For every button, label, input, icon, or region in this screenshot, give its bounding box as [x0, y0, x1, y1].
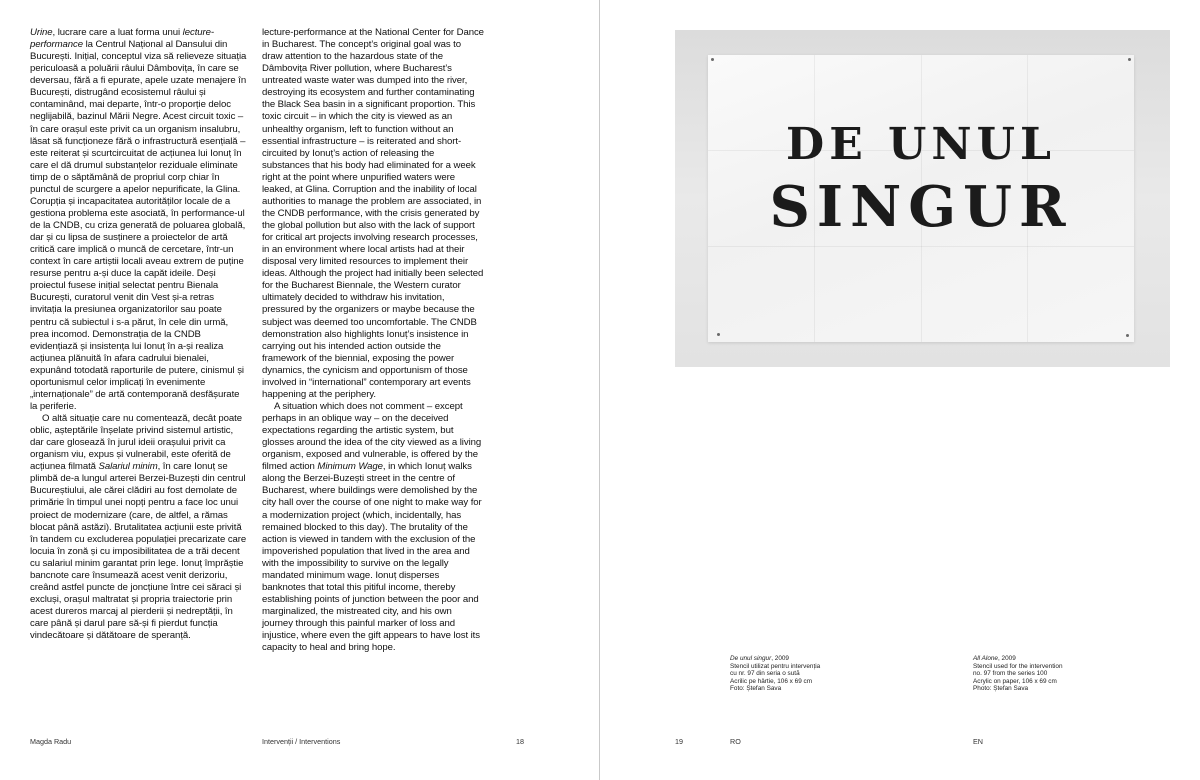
page-number-left: 18	[516, 737, 524, 746]
pin-mark	[717, 333, 720, 336]
ro-paragraph-2	[30, 413, 248, 642]
paper-fold-line	[708, 246, 1134, 247]
en-work-title-minimum-wage: Minimum Wage	[317, 461, 383, 473]
caption-english	[973, 655, 1123, 693]
page-number-right: 19	[675, 737, 683, 746]
en-paragraph-2	[262, 401, 484, 654]
caption-ro-title: De unul singur	[730, 655, 772, 662]
en-p2-text-b: , in which Ionuț walks along the Berzei-Buzești street in the centre of Bucharest, where buildings were demolished by the city hall over the course of one night to make way for a modernization project (which, incidentally, has remained blocked to this day). The brutality of the action is viewed in tandem with the exclusion of the impoverished population that lived in the area and with the impossibility to survive on the legally mandated minimum wage. Ionuț disperses banknotes that total this pitiful income, thereby establishing points of junction between the poor and marginalized, the mistreated city, and his own journey through this painful marker of loss and injustice, where even the gift appears to have lost its capacity to heal and bring hope.	[262, 461, 482, 654]
caption-ro-line: Stencil utilizat pentru intervenția	[730, 662, 821, 670]
pin-mark	[711, 58, 714, 61]
caption-en-title: All Alone	[973, 655, 998, 662]
ro-p1-text-a: , lucrare care a luat forma unui	[52, 27, 183, 38]
romanian-text-column	[30, 27, 248, 642]
caption-en-year: , 2009	[998, 655, 1016, 662]
caption-ro-line: cu nr. 97 din seria o sută	[730, 670, 800, 678]
caption-ro-credit: Foto: Ștefan Sava	[730, 685, 782, 693]
english-text-column	[262, 27, 484, 654]
footer-language-en: EN	[973, 737, 983, 746]
stencil-text-line-1: DE UNUL	[786, 119, 1056, 170]
ro-p1-text-b: la Centrul Național al Dansului din București. Inițial, conceptul viza să relieveze situația periculoasă a poluării râului Dâmbovița, în care se deversau, fără a fi epurate, apele uzate menajere în București, distrugând ecosistemul râului și contaminând, mai departe, într-o proporție deloc neglijabilă, bazinul Mării Negre. Acest circuit toxic – în care orașul este privit ca un organism insalubru, lăsat să funcționeze fără o infrastructură esențială – este reiterat și scurtcircuitat de acțiunea lui Ionuț în care el dă drumul substanțelor reziduale eliminate timp de o săptămână de propriul corp chiar în punctul de scurgere a apelor nepurificate, la Glina. Corupția și incapacitatea autorităților locale de a gestiona problema este asociată, în performance-ul de la CNDB, cu criza generată de poluarea globală, dar și cu lipsa de susținere a proiectelor de artă critică care implică o muncă de cercetare, într-un context în care artiștii locali aveau extrem de puține resurse pentru a-și duce la capăt ideile. Deși proiectul fusese inițial selectat pentru Bienala București, curatorul venit din Vest și-a retras invitația la presiunea organizatorilor sau poate pentru că subiectul i s-a părut, în cele din urmă, prea incomod. Demonstrația de la CNDB evidențiază și insistența lui Ionuț în a-și realiza acțiunea plănuită în afara cadrului bienalei, expunând totodată raporturile de putere, cinismul și oportunismul celor implicați în evenimente „internaționale” de artă contemporană desfășurate la periferie.	[30, 39, 247, 412]
en-p2-text-a: A situation which does not comment – except perhaps in an oblique way – on the deceived expectations regarding the artistic system, but glosses around the idea of the city viewed as a living organism, exposed and vulnerable, is offered by the filmed action	[262, 400, 482, 473]
pin-mark	[1126, 334, 1129, 337]
ro-term-lecture-performance: lecture-performance	[30, 27, 215, 51]
ro-work-title-urine: Urine	[30, 27, 53, 38]
artwork-photo	[675, 30, 1170, 367]
ro-p2-text-b: , în care Ionuț se plimbă de-a lungul arterei Berzei-Buzești din centrul Bucureștiului, ale cărei clădiri au fost demolate de primărie în timpul unei nopți pentru a face loc unui proiect de modernizare (care, de altfel, a rămas blocat până astăzi). Brutalitatea acțiunii este privită în tandem cu excluderea populației precarizate care locuia în zonă și cu imposibilitatea de a trăi decent cu salariul minim garantat prin lege. Ionuț împrăștie bancnote care însumează acest venit derizoriu, creând astfel puncte de joncțiune între cei săraci și excluși, orașul maltratat și propria traiectorie prin acest dureros marcaj al pierderii și nedreptății, în care până și darul pare să-și fi pierdut funcția vindecătoare și dătătoare de speranță.	[30, 461, 247, 642]
footer-author: Magda Radu	[30, 737, 72, 746]
stencil-paper-sheet	[708, 55, 1134, 342]
ro-work-title-salariul-minim: Salariul minim	[98, 461, 158, 473]
ro-p2-text-a: O altă situație care nu comentează, decât poate oblic, așteptările înșelate privind sistemul artistic, dar care glosează în jurul ideii orașului privit ca organism viu, expus și vulnerabil, este oferită de acțiunea filmată	[30, 413, 242, 473]
pin-mark	[1128, 58, 1131, 61]
en-paragraph-1: lecture-performance at the National Center for Dance in Bucharest. The concept’s original goal was to draw attention to the hazardous state of the Dâmbovița River pollution, where Bucharest’s untreated waste water was dumped into the river, destroying its ecosystem and further contaminating the Black Sea basin in a significant proportion. This toxic circuit – in which the city is viewed as an unhealthy organism, left to function without an essential infrastructure – is reiterated and short-circuited by Ionuț’s action of releasing the substances that his body had eliminated for a week right at the point where unpurified waters were leaked, at Glina. Corruption and the inability of local authorities to manage the problem are associated, in the CNDB performance, with the crisis generated by the global pollution but also with the lack of support for critical art projects involving research processes, in an environment where local artists had at their disposal very limited resources to implement their ideas. Although the project had initially been selected for the Bucharest Biennale, the Western curator ultimately decided to withdraw his invitation, pressured by the organizers or maybe because the subject was deemed too uncomfortable. The CNDB demonstration also highlights Ionuț’s insistence in carrying out his intended action outside the framework of the biennial, exposing the power dynamics, the cynicism and opportunism of those involved in “international” contemporary art events happening at the periphery.	[262, 27, 484, 400]
caption-ro-year: , 2009	[771, 655, 789, 662]
ro-paragraph-1	[30, 27, 248, 413]
caption-en-line: Acrylic on paper, 106 x 69 cm	[973, 677, 1057, 685]
caption-en-title-line	[973, 655, 1123, 663]
footer-section-title: Intervenții / Interventions	[262, 737, 341, 746]
page-gutter	[599, 0, 600, 780]
caption-en-credit: Photo: Ștefan Sava	[973, 685, 1029, 693]
caption-ro-title-line	[730, 655, 880, 663]
footer-language-ro: RO	[730, 737, 741, 746]
caption-en-line: no. 97 from the series 100	[973, 670, 1048, 678]
stencil-text-line-2: SINGUR	[769, 174, 1073, 240]
caption-en-line: Stencil used for the intervention	[973, 662, 1063, 670]
caption-ro-line: Acrilic pe hârtie, 106 x 69 cm	[730, 677, 813, 685]
caption-romanian	[730, 655, 880, 693]
